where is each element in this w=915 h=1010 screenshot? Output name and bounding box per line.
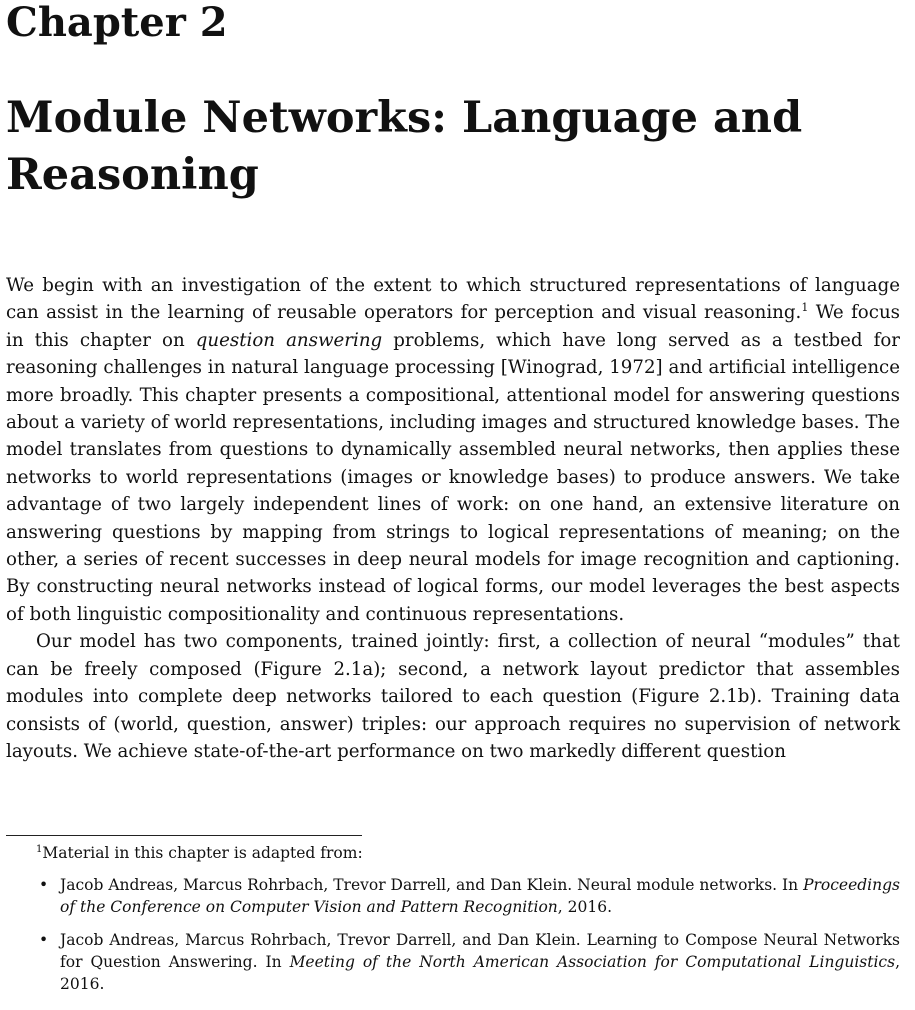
reference-authors-title: Jacob Andreas, Marcus Rohrbach, Trevor Darrell, and Dan Klein. Learning to Compose Neural Networks for Question Answering. In xyxy=(60,931,900,971)
footnote-marker: 1 xyxy=(36,844,43,855)
footnote-reference[interactable]: 1 xyxy=(801,301,809,315)
footnote-divider xyxy=(6,835,362,836)
bullet-icon: • xyxy=(39,876,49,894)
chapter-title: Module Networks: Language and Reasoning xyxy=(6,93,803,200)
footnote-intro-text: Material in this chapter is adapted from: xyxy=(42,844,363,862)
footnote-reference-item xyxy=(6,874,900,918)
paragraph-2: Our model has two components, trained jointly: first, a collection of neural “modules” that can be freely composed (Figure 2.1a); second, a network layout predictor that assembles modules into complete deep networks tailored to each question (Figure 2.1b). Training data consists of (world, question, answer) triples: our approach requires no supervision of network layouts. We achieve state-of-the-art performance on two markedly different question xyxy=(6,631,900,762)
footnote-reference-list xyxy=(6,874,900,995)
paragraph-1 xyxy=(6,272,900,628)
reference-authors-title: Jacob Andreas, Marcus Rohrbach, Trevor Darrell, and Dan Klein. Neural module networks. In xyxy=(60,876,804,894)
chapter-label: Chapter 2 xyxy=(6,0,228,46)
paragraph-1-part-b: We focus in this chapter on xyxy=(6,302,900,351)
reference-year: , 2016. xyxy=(557,898,612,916)
footnote-reference-item xyxy=(6,929,900,995)
paragraph-1-part-c: problems, which have long served as a testbed for reasoning challenges in natural language processing [Winograd, 1972] and artificial intelligence more broadly. This chapter presents a compositional, attentional model for answering questions about a variety of world representations, including images and structured knowledge bases. The model translates from questions to dynamically assembled neural networks, then applies these networks to world representations (images or knowledge bases) to produce answers. We take advantage of two largely independent lines of work: on one hand, an extensive literature on answering questions by mapping from strings to logical representations of meaning; on the other, a series of recent successes in deep neural models for image recognition and captioning. By constructing neural networks instead of logical forms, our model leverages the best aspects of both linguistic compositionality and continuous representations. xyxy=(6,329,900,625)
reference-venue: Proceedings of the Conference on Computer Vision and Pattern Recognition xyxy=(60,876,900,916)
bullet-icon: • xyxy=(39,931,49,949)
reference-venue: Meeting of the North American Association for Computational Linguistics xyxy=(289,953,896,971)
emphasis-question-answering: question answering xyxy=(195,329,383,351)
chapter-body xyxy=(6,272,900,765)
reference-year: , 2016. xyxy=(60,953,900,993)
footnote-intro xyxy=(36,842,900,864)
paragraph-1-part-a: We begin with an investigation of the extent to which structured representations of language can assist in the learning of reusable operators for perception and visual reasoning. xyxy=(6,275,900,324)
footnotes xyxy=(6,842,900,1006)
